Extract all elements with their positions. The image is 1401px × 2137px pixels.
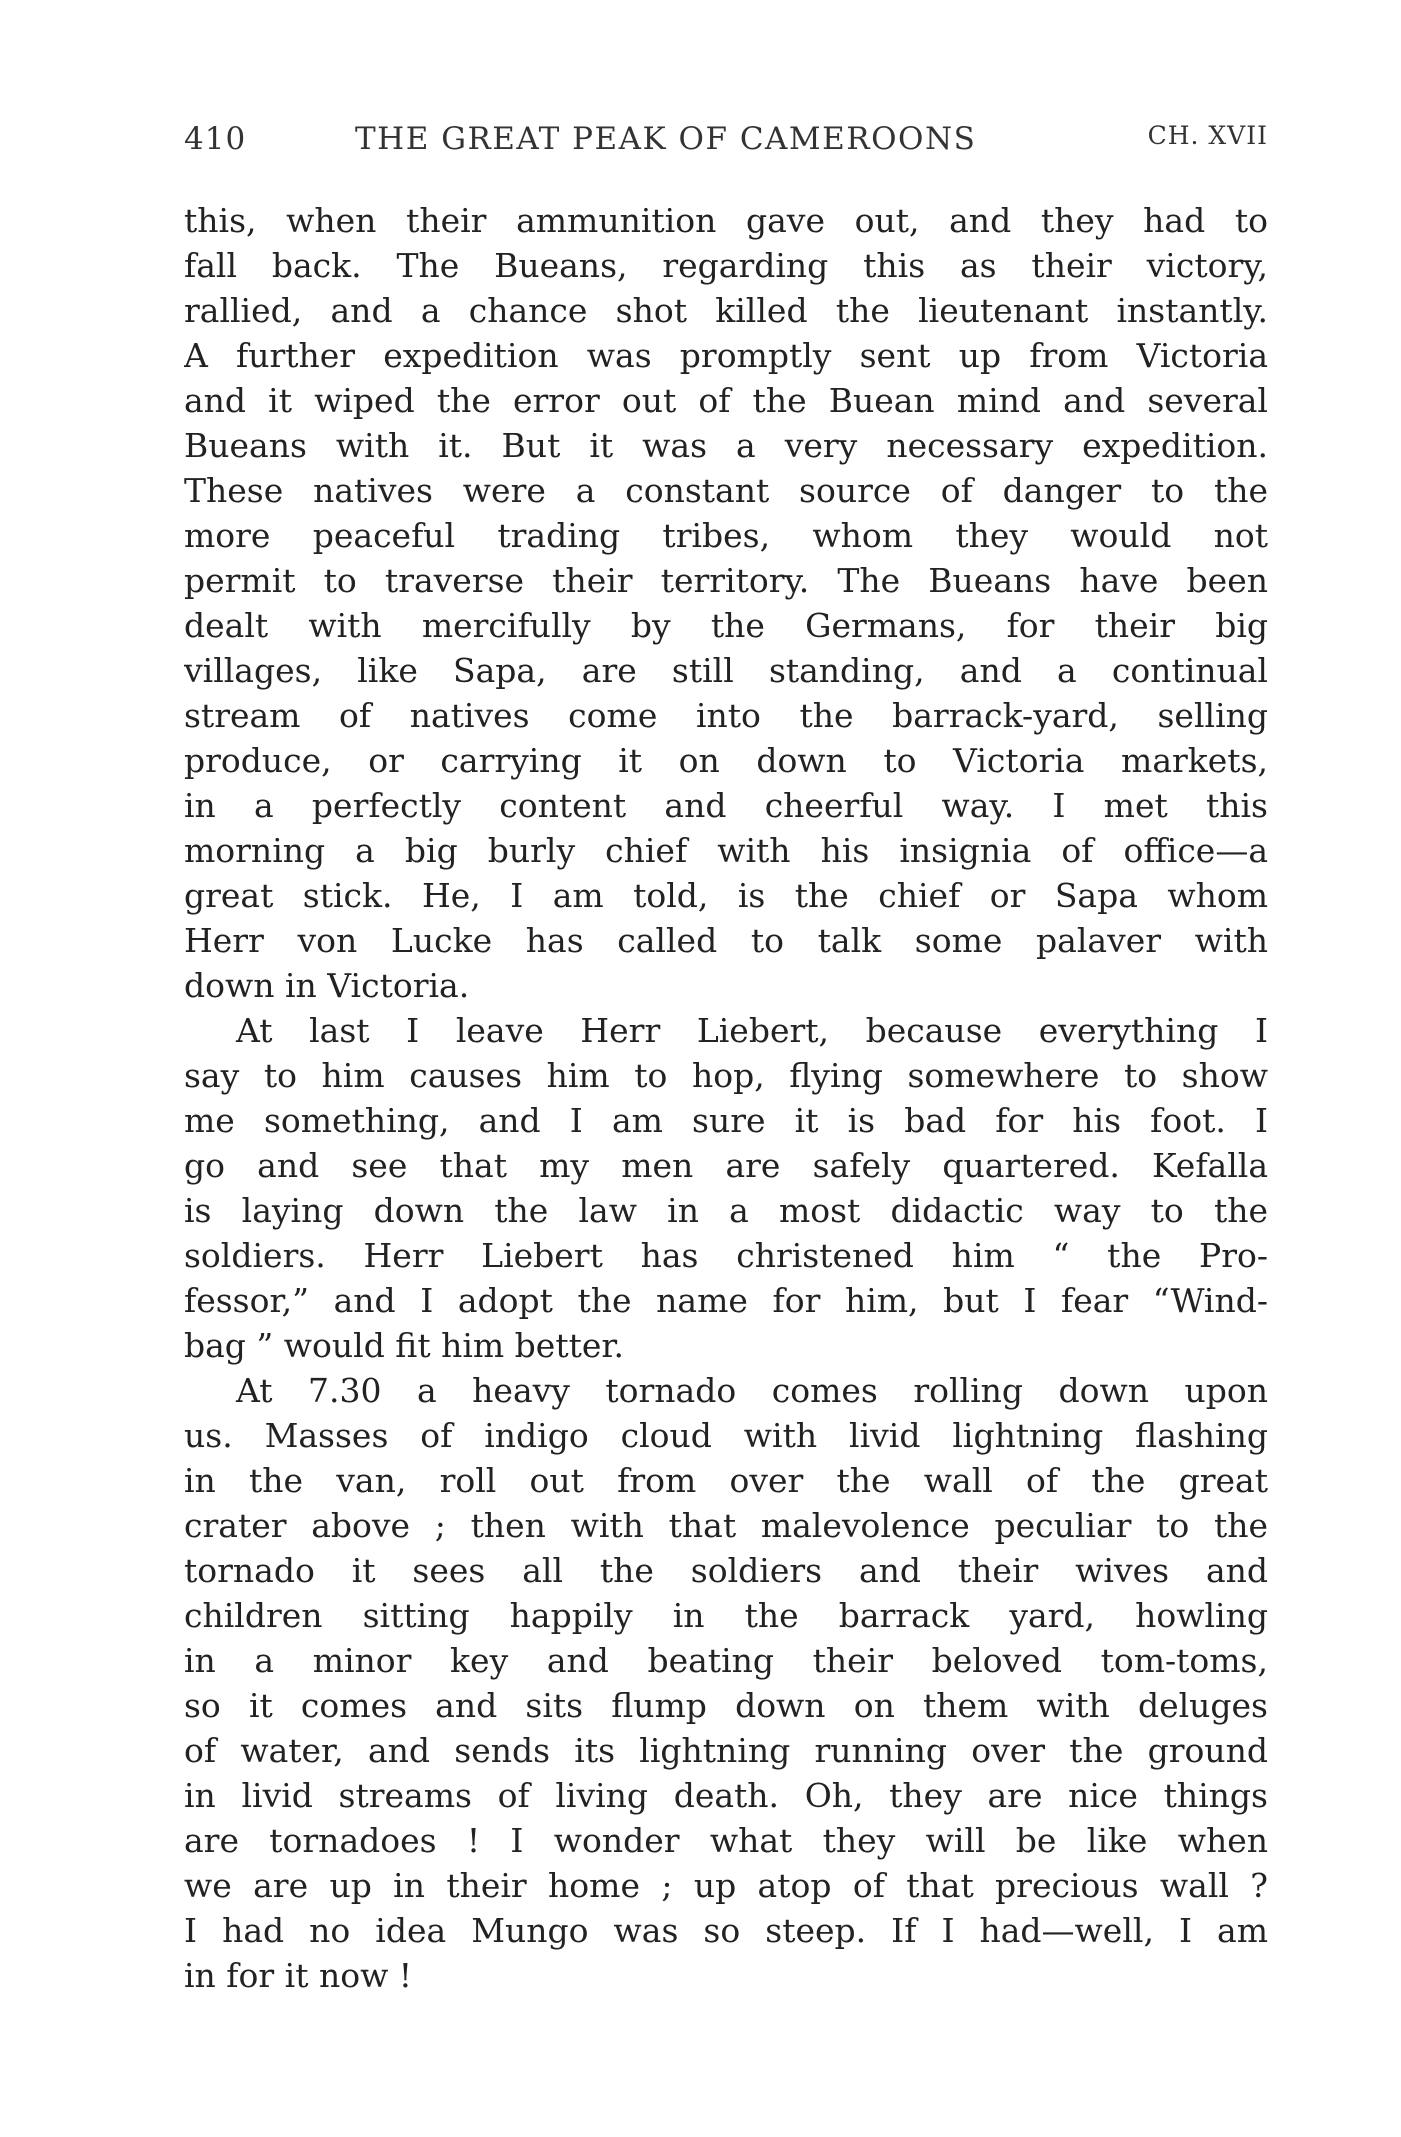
text-line: produce, or carrying it on down to Victoria markets, [184,741,1268,780]
text-line: us. Masses of indigo cloud with livid lightning flashing [184,1416,1268,1455]
text-line: Bueans with it. But it was a very necessary expedition. [184,426,1268,465]
text-line: are tornadoes ! I wonder what they will be like when [184,1821,1268,1860]
text-line: down in Victoria. [184,966,470,1005]
book-title: THE GREAT PEAK OF CAMEROONS [355,121,977,157]
text-line: and it wiped the error out of the Buean mind and several [184,381,1268,420]
text-line: is laying down the law in a most didactic way to the [184,1191,1268,1230]
text-line: in a perfectly content and cheerful way. I met this [184,786,1268,825]
text-line: Herr von Lucke has called to talk some palaver with [184,921,1268,960]
text-line: we are up in their home ; up atop of that precious wall ? [184,1866,1268,1905]
text-line: tornado it sees all the soldiers and their wives and [184,1551,1268,1590]
text-line: fall back. The Bueans, regarding this as their victory, [184,246,1268,285]
text-line: in the van, roll out from over the wall of the great [184,1461,1268,1500]
text-line: At 7.30 a heavy tornado comes rolling down upon [236,1371,1268,1410]
text-line: morning a big burly chief with his insignia of office—a [184,831,1268,870]
text-line: permit to traverse their territory. The Bueans have been [184,561,1268,600]
text-line: in a minor key and beating their beloved tom-toms, [184,1641,1268,1680]
text-line: in for it now ! [184,1956,413,1995]
text-line: go and see that my men are safely quartered. Kefalla [184,1146,1268,1185]
text-line: dealt with mercifully by the Germans, for their big [184,606,1268,645]
page-number: 410 [184,121,247,157]
text-line: fessor,” and I adopt the name for him, but I fear “Wind- [184,1281,1268,1320]
text-line: bag ” would fit him better. [184,1326,625,1365]
text-line: stream of natives come into the barrack-yard, selling [184,696,1268,735]
text-line: so it comes and sits flump down on them with deluges [184,1686,1268,1725]
body-text [184,198,1268,1998]
text-line: soldiers. Herr Liebert has christened him “ the Pro- [184,1236,1268,1275]
text-line: At last I leave Herr Liebert, because everything I [236,1011,1268,1050]
text-line: villages, like Sapa, are still standing, and a continual [184,651,1268,690]
text-line: crater above ; then with that malevolence peculiar to the [184,1506,1268,1545]
chapter-reference: CH. XVII [1147,121,1268,150]
text-line: more peaceful trading tribes, whom they would not [184,516,1268,555]
text-line: me something, and I am sure it is bad for his foot. I [184,1101,1268,1140]
text-line: I had no idea Mungo was so steep. If I had—well, I am [184,1911,1268,1950]
text-line: say to him causes him to hop, flying somewhere to show [184,1056,1268,1095]
text-line: A further expedition was promptly sent up from Victoria [184,336,1268,375]
text-line: great stick. He, I am told, is the chief or Sapa whom [184,876,1268,915]
text-line: this, when their ammunition gave out, and they had to [184,201,1268,240]
text-line: These natives were a constant source of danger to the [184,471,1268,510]
text-line: of water, and sends its lightning running over the ground [184,1731,1268,1770]
running-head [184,121,1268,171]
text-line: children sitting happily in the barrack yard, howling [184,1596,1268,1635]
text-line: rallied, and a chance shot killed the lieutenant instantly. [184,291,1268,330]
text-line: in livid streams of living death. Oh, they are nice things [184,1776,1268,1815]
